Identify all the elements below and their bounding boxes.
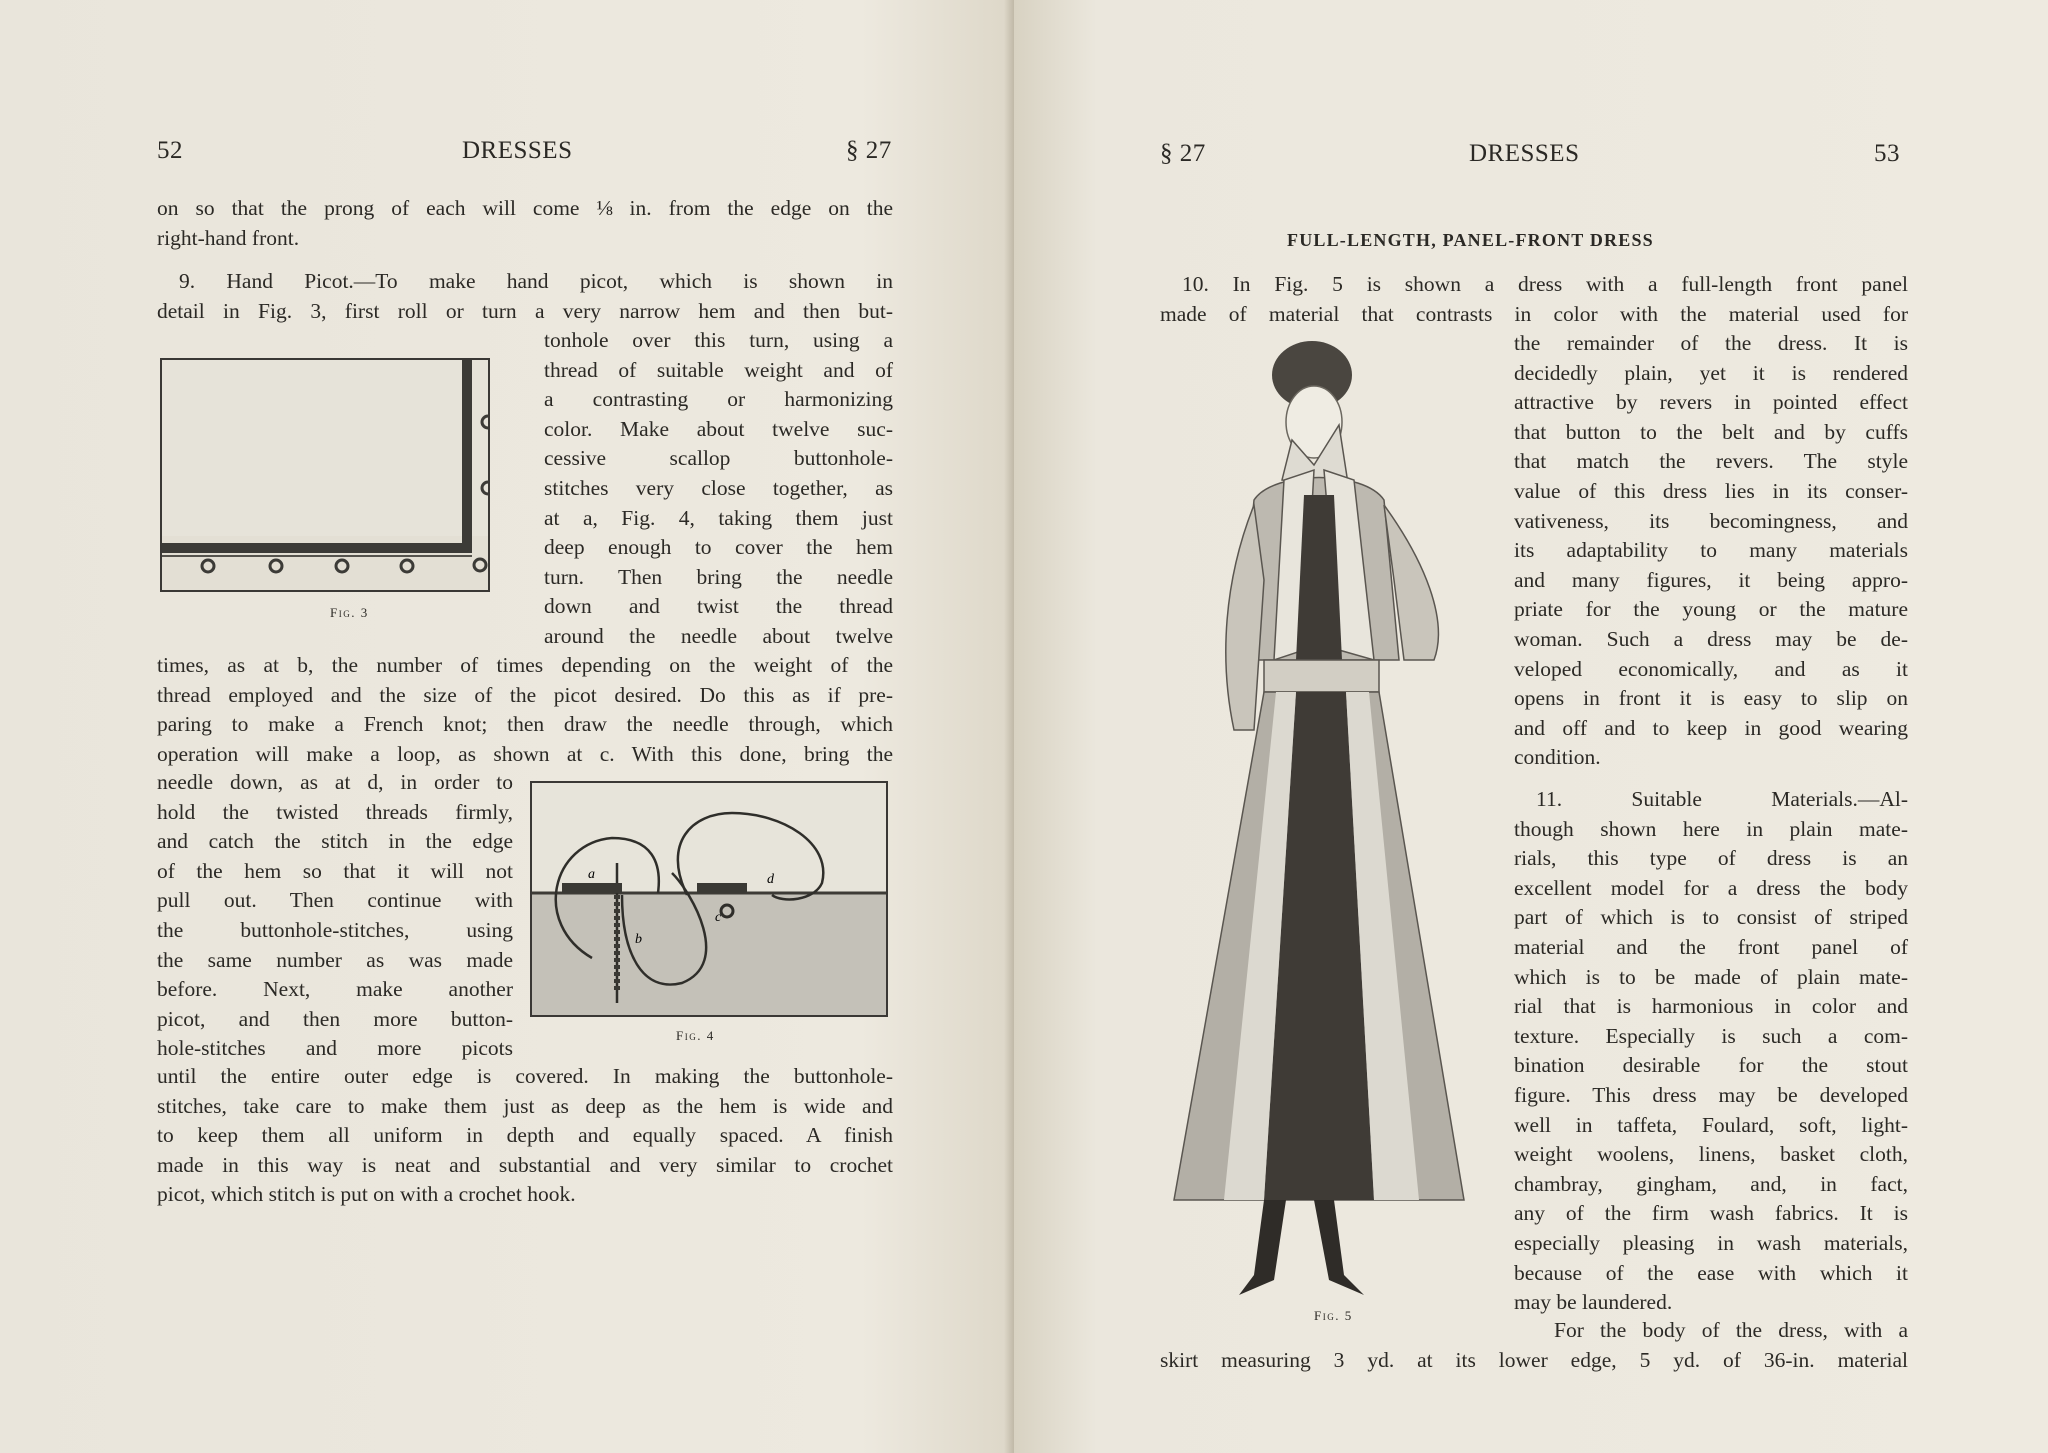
text-line: picot, and then more button- (157, 1006, 513, 1031)
text-line: until the entire outer edge is covered. In making the buttonhole- (157, 1064, 893, 1088)
text-line: on so that the prong of each will come ⅛ in. from the edge on the (157, 196, 893, 220)
text-line: rials, this type of dress is an (1514, 846, 1908, 871)
text-line: made of material that contrasts in color with the material used for (1160, 301, 1908, 326)
text-line: opens in front it is easy to slip on (1514, 686, 1908, 711)
text-line: part of which is to consist of striped (1514, 905, 1908, 930)
paragraph-10-wrap (1514, 329, 1908, 773)
text-line: times, as at b, the number of times depending on the weight of the (157, 653, 893, 677)
figure-3-caption: Fig. 3 (330, 605, 369, 620)
running-title-left: DRESSES (462, 137, 573, 164)
text-line: and catch the stitch in the edge (157, 829, 513, 854)
text-line: because of the ease with which it (1514, 1260, 1908, 1285)
page-number-right: 53 (1874, 140, 1900, 167)
paragraph-12-start (1160, 1316, 1908, 1375)
text-line: picot, which stitch is put on with a crochet hook. (157, 1182, 576, 1207)
figure-4-picot-steps (530, 781, 888, 1017)
text-line: For the body of the dress, with a (1554, 1318, 1908, 1342)
text-line: 11. Suitable Materials.—Al- (1536, 787, 1908, 811)
text-line: vativeness, its becomingness, and (1514, 508, 1908, 533)
paragraph-10-lead (1160, 270, 1908, 329)
text-line: 10. In Fig. 5 is shown a dress with a full-length front panel (1182, 272, 1908, 296)
text-line: hold the twisted threads firmly, (157, 799, 513, 824)
text-line: down and twist the thread (544, 594, 893, 619)
left-page (0, 0, 1014, 1453)
paragraph-11-suitable-materials (1514, 785, 1908, 1318)
text-line: stitches very close together, as (544, 475, 893, 500)
full-text-block-2 (157, 1062, 893, 1210)
fig3-wrap-text (544, 326, 893, 652)
text-line: decidedly plain, yet it is rendered (1514, 360, 1908, 385)
section-mark-right: § 27 (1160, 140, 1206, 167)
text-line: of the hem so that it will not (157, 858, 513, 883)
text-line: and off and to keep in good wearing (1514, 715, 1908, 740)
text-line: especially pleasing in wash materials, (1514, 1230, 1908, 1255)
text-line: priate for the young or the mature (1514, 597, 1908, 622)
text-line: cessive scallop buttonhole- (544, 446, 893, 471)
text-line: material and the front panel of (1514, 934, 1908, 959)
text-line: 9. Hand Picot.—To make hand picot, which is shown in (179, 269, 893, 293)
paragraph-continuation (157, 194, 893, 253)
section-title: FULL-LENGTH, PANEL-FRONT DRESS (1287, 230, 1654, 250)
text-line: which is to be made of plain mate- (1514, 964, 1908, 989)
text-line: a contrasting or harmonizing (544, 387, 893, 412)
full-text-block-1 (157, 651, 893, 769)
text-line: any of the firm wash fabrics. It is (1514, 1201, 1908, 1226)
figure-3-illustration (162, 360, 488, 590)
text-line: paring to make a French knot; then draw the needle through, which (157, 712, 893, 737)
text-line: to keep them all uniform in depth and equally spaced. A finish (157, 1123, 893, 1148)
text-line: that button to the belt and by cuffs (1514, 419, 1908, 444)
text-line: figure. This dress may be developed (1514, 1082, 1908, 1107)
text-line: needle down, as at d, in order to (157, 770, 513, 794)
text-line: stitches, take care to make them just as deep as the hem is wide and (157, 1093, 893, 1118)
text-line: condition. (1514, 745, 1601, 770)
text-line: its adaptability to many materials (1514, 538, 1908, 563)
text-line: that match the revers. The style (1514, 449, 1908, 474)
text-line: color. Make about twelve suc- (544, 416, 893, 441)
text-line: skirt measuring 3 yd. at its lower edge, 5 yd. of 36-in. material (1160, 1347, 1908, 1372)
text-line: hole-stitches and more picots (157, 1036, 513, 1061)
text-line: attractive by revers in pointed effect (1514, 390, 1908, 415)
fig4-wrap-text (157, 768, 513, 1064)
figure-4-caption: Fig. 4 (676, 1028, 715, 1043)
text-line: thread employed and the size of the picot desired. Do this as if pre- (157, 682, 893, 707)
text-line: rial that is harmonious in color and (1514, 994, 1908, 1019)
text-line: pull out. Then continue with (157, 888, 513, 913)
running-title-right: DRESSES (1469, 140, 1580, 167)
text-line: detail in Fig. 3, first roll or turn a very narrow hem and then but- (157, 298, 893, 323)
fig4-label-c: c (715, 910, 722, 925)
right-page (1014, 0, 2048, 1453)
text-line: well in taffeta, Foulard, soft, light- (1514, 1112, 1908, 1137)
text-line: thread of suitable weight and of (544, 357, 893, 382)
text-line: though shown here in plain mate- (1514, 816, 1908, 841)
text-line: excellent model for a dress the body (1514, 875, 1908, 900)
text-line: deep enough to cover the hem (544, 535, 893, 560)
text-line: operation will make a loop, as shown at c. With this done, bring the (157, 741, 893, 766)
text-line: the buttonhole-stitches, using (157, 917, 513, 942)
figure-3-hand-picot (160, 358, 490, 592)
figure-5-caption: Fig. 5 (1314, 1308, 1353, 1323)
text-line: woman. Such a dress may be de- (1514, 626, 1908, 651)
text-line: may be laundered. (1514, 1290, 1673, 1315)
text-line: and many figures, it being appro- (1514, 567, 1908, 592)
text-line: before. Next, make another (157, 977, 513, 1002)
text-line: texture. Especially is such a com- (1514, 1023, 1908, 1048)
text-line: the remainder of the dress. It is (1514, 331, 1908, 355)
text-line: tonhole over this turn, using a (544, 328, 893, 352)
text-line: the same number as was made (157, 947, 513, 972)
text-line: at a, Fig. 4, taking them just (544, 505, 893, 530)
text-line: value of this dress lies in its conser- (1514, 478, 1908, 503)
text-line: veloped economically, and as it (1514, 656, 1908, 681)
text-line: weight woolens, linens, basket cloth, (1514, 1142, 1908, 1167)
text-line: made in this way is neat and substantial and very similar to crochet (157, 1152, 893, 1177)
fig4-label-b: b (635, 932, 642, 947)
figure-4-illustration (532, 783, 886, 1015)
text-line: turn. Then bring the needle (544, 564, 893, 589)
paragraph-hand-picot (157, 267, 893, 326)
text-line: right-hand front. (157, 225, 300, 250)
text-line: bination desirable for the stout (1514, 1053, 1908, 1078)
page-number-left: 52 (157, 137, 183, 164)
fig4-label-d: d (767, 872, 774, 887)
figure-5-dress-illustration (1164, 330, 1494, 1320)
fig4-label-a: a (588, 867, 595, 882)
text-line: chambray, gingham, and, in fact, (1514, 1171, 1908, 1196)
section-mark-left: § 27 (846, 137, 892, 164)
text-line: around the needle about twelve (544, 623, 893, 648)
